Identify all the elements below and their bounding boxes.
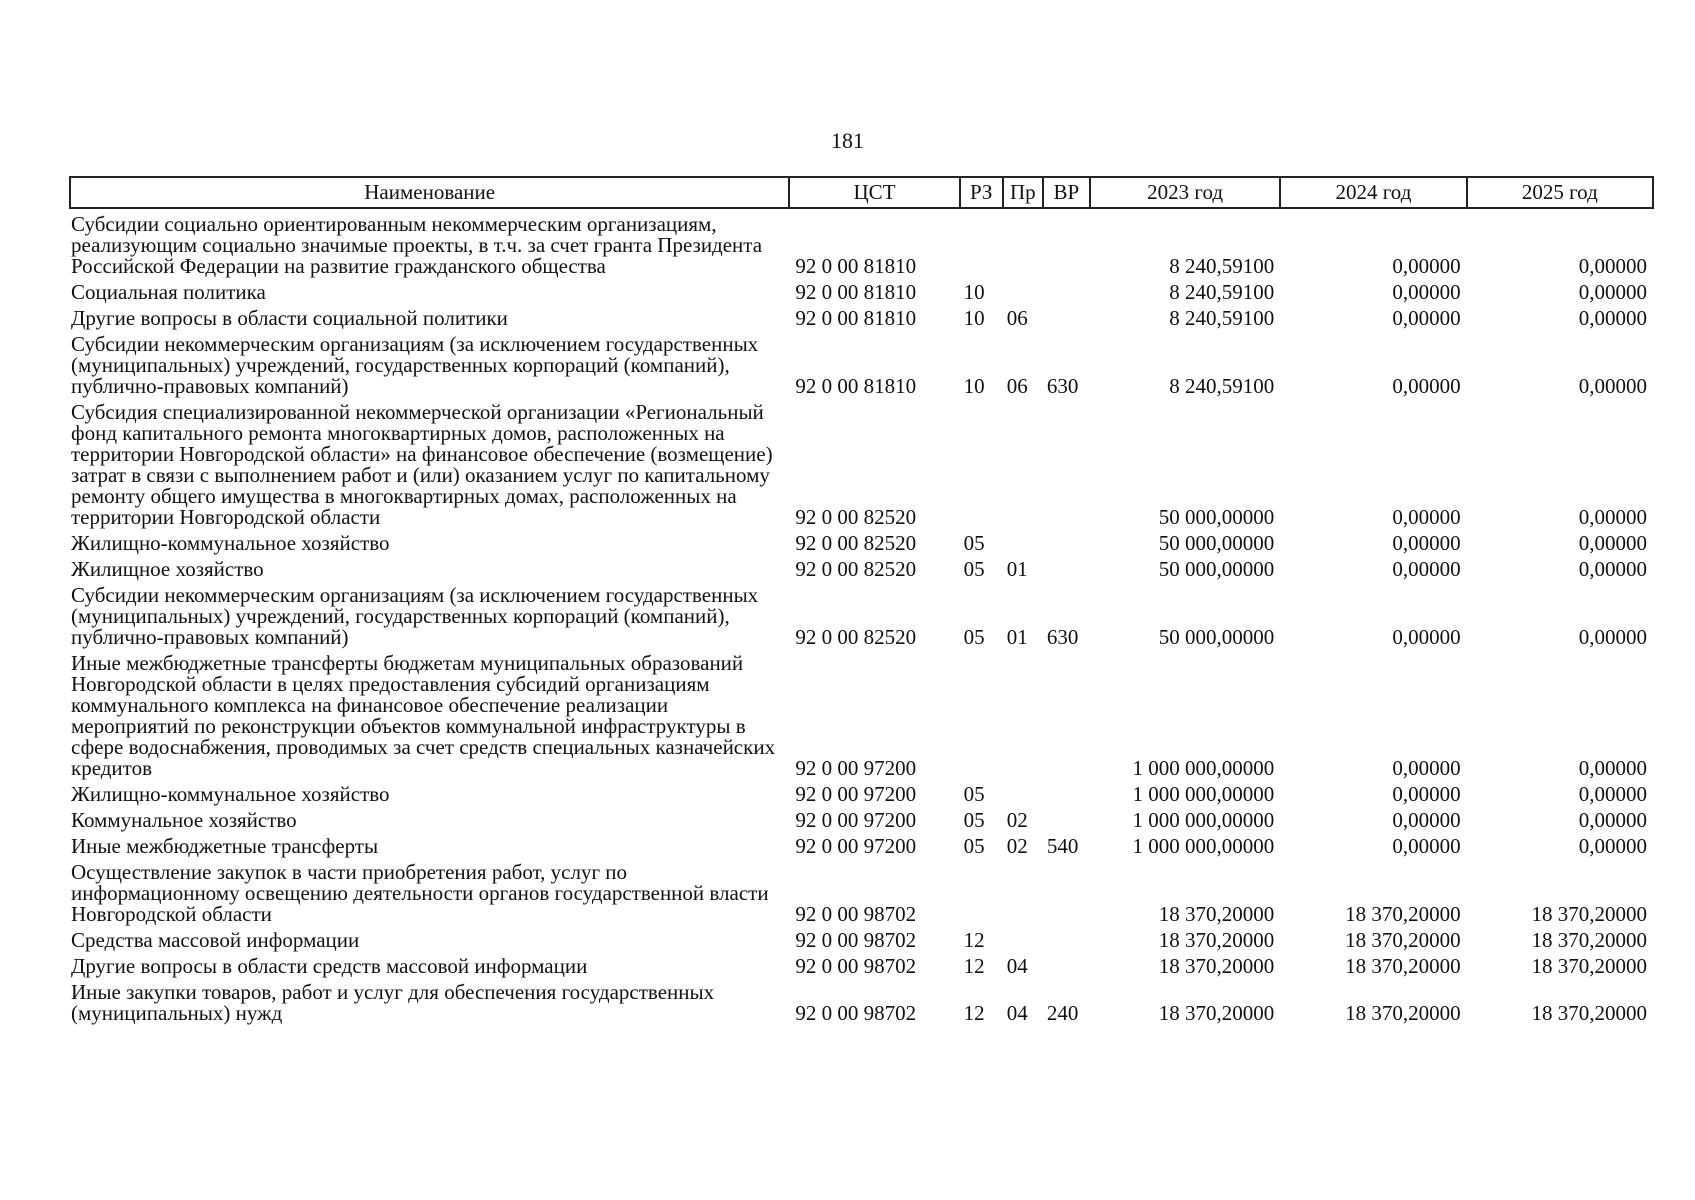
row-pr: 02 <box>1006 808 1028 832</box>
row-2024: 18 370,20000 <box>1345 902 1461 926</box>
row-cst: 92 0 00 82520 <box>795 531 917 555</box>
row-rz: 12 <box>963 1001 985 1025</box>
row-pr <box>1003 528 1043 554</box>
row-vr: 240 <box>1046 1001 1079 1025</box>
table-header <box>70 177 1653 208</box>
row-pr: 01 <box>1006 625 1028 649</box>
row-2024: 0,00000 <box>1392 505 1461 529</box>
row-2025: 18 370,20000 <box>1531 928 1647 952</box>
row-name: Осуществление закупок в части приобретения работ, услуг по информационному освещению деятельности органов государственной власти Новгородской области <box>71 860 769 926</box>
row-name: Иные межбюджетные трансферты бюджетам муниципальных образований Новгородской области в целях предоставления субсидий организациям коммунального комплекса на финансовое обеспечение реализации мероприятий по реконструкции объектов коммунальной инфраструктуры в сфере водоснабжения, проводимых за счет средств специальных казначейских кредитов <box>71 651 776 780</box>
row-name: Субсидии социально ориентированным некоммерческим организациям, реализующим социально значимые проекты, в т.ч. за счет гранта Президента Российской Федерации на развитие гражданского общества <box>71 212 763 278</box>
header-vr: ВР <box>1043 177 1090 208</box>
row-cst: 92 0 00 98702 <box>795 954 917 978</box>
row-pr <box>1003 857 1043 925</box>
row-vr <box>1043 303 1090 329</box>
row-name: Другие вопросы в области социальной политики <box>71 306 508 330</box>
row-rz: 10 <box>963 374 985 398</box>
row-cst: 92 0 00 82520 <box>795 505 917 529</box>
row-2024: 0,00000 <box>1392 306 1461 330</box>
row-2024: 0,00000 <box>1392 280 1461 304</box>
header-2025: 2025 год <box>1467 177 1653 208</box>
row-rz <box>960 648 1003 779</box>
header-name: Наименование <box>70 177 789 208</box>
row-2024: 0,00000 <box>1392 782 1461 806</box>
row-rz: 10 <box>963 280 985 304</box>
row-2023: 50 000,00000 <box>1158 505 1275 529</box>
row-2025: 0,00000 <box>1578 531 1647 555</box>
row-cst: 92 0 00 81810 <box>795 254 917 278</box>
header-cst: ЦСТ <box>789 177 959 208</box>
row-2025: 0,00000 <box>1578 808 1647 832</box>
row-2023: 50 000,00000 <box>1158 625 1275 649</box>
row-2023: 18 370,20000 <box>1158 954 1275 978</box>
table-row <box>70 951 1653 977</box>
table-row <box>70 329 1653 397</box>
row-name: Средства массовой информации <box>71 928 360 952</box>
row-2025: 0,00000 <box>1578 756 1647 780</box>
row-cst: 92 0 00 97200 <box>795 808 917 832</box>
row-2025: 0,00000 <box>1578 782 1647 806</box>
row-name: Субсидия специализированной некоммерческой организации «Региональный фонд капитального ремонта многоквартирных домов, расположенных на территории Новгородской области» на финансовое обеспечение (возмещение) затрат в связи с выполнением работ и (или) оказанием услуг по капитальному ремонту общего имущества в многоквартирных домах, расположенных на территории Новгородской области <box>71 400 773 529</box>
row-2025: 0,00000 <box>1578 834 1647 858</box>
row-cst: 92 0 00 81810 <box>795 306 917 330</box>
row-pr: 02 <box>1006 834 1028 858</box>
row-cst: 92 0 00 82520 <box>795 557 917 581</box>
row-name: Коммунальное хозяйство <box>71 808 297 832</box>
row-vr <box>1043 779 1090 805</box>
row-rz: 05 <box>963 625 985 649</box>
row-vr <box>1043 397 1090 528</box>
table-row <box>70 648 1653 779</box>
row-name: Другие вопросы в области средств массовой информации <box>71 954 588 978</box>
row-2023: 50 000,00000 <box>1158 531 1275 555</box>
row-cst: 92 0 00 81810 <box>795 280 917 304</box>
row-2024: 0,00000 <box>1392 808 1461 832</box>
row-pr <box>1003 277 1043 303</box>
row-vr <box>1043 277 1090 303</box>
row-rz: 10 <box>963 306 985 330</box>
row-2025: 0,00000 <box>1578 505 1647 529</box>
row-2024: 0,00000 <box>1392 756 1461 780</box>
table-row <box>70 554 1653 580</box>
row-2024: 0,00000 <box>1392 834 1461 858</box>
row-cst: 92 0 00 98702 <box>795 928 917 952</box>
row-2024: 0,00000 <box>1392 254 1461 278</box>
row-2023: 18 370,20000 <box>1158 1001 1275 1025</box>
page-number: 181 <box>831 128 864 153</box>
budget-table <box>69 176 1654 1024</box>
header-2023: 2023 год <box>1090 177 1280 208</box>
row-2025: 0,00000 <box>1578 557 1647 581</box>
row-name: Иные закупки товаров, работ и услуг для обеспечения государственных (муниципальных) нужд <box>71 980 715 1025</box>
row-2024: 18 370,20000 <box>1345 928 1461 952</box>
row-cst: 92 0 00 97200 <box>795 782 917 806</box>
row-2023: 1 000 000,00000 <box>1132 808 1275 832</box>
row-2024: 0,00000 <box>1392 625 1461 649</box>
row-2023: 50 000,00000 <box>1158 557 1275 581</box>
row-vr: 630 <box>1046 374 1079 398</box>
header-pr: Пр <box>1003 177 1043 208</box>
row-2023: 8 240,59100 <box>1169 254 1275 278</box>
row-2025: 0,00000 <box>1578 625 1647 649</box>
row-vr <box>1043 648 1090 779</box>
row-2024: 0,00000 <box>1392 374 1461 398</box>
row-rz: 12 <box>963 954 985 978</box>
row-2023: 1 000 000,00000 <box>1132 756 1275 780</box>
row-2025: 0,00000 <box>1578 280 1647 304</box>
row-cst: 92 0 00 82520 <box>795 625 917 649</box>
row-2023: 1 000 000,00000 <box>1132 834 1275 858</box>
row-rz <box>960 208 1003 277</box>
row-vr: 630 <box>1046 625 1079 649</box>
table-row <box>70 580 1653 648</box>
row-pr: 01 <box>1006 557 1028 581</box>
row-rz: 12 <box>963 928 985 952</box>
row-vr <box>1043 925 1090 951</box>
row-2025: 0,00000 <box>1578 374 1647 398</box>
row-rz: 05 <box>963 782 985 806</box>
row-cst: 92 0 00 97200 <box>795 756 917 780</box>
row-name: Субсидии некоммерческим организациям (за исключением государственных (муниципальных) учреждений, государственных корпораций (компаний), публично-правовых компаний) <box>71 332 759 398</box>
row-2023: 8 240,59100 <box>1169 306 1275 330</box>
row-vr <box>1043 805 1090 831</box>
row-2023: 8 240,59100 <box>1169 280 1275 304</box>
row-2024: 18 370,20000 <box>1345 1001 1461 1025</box>
row-pr <box>1003 208 1043 277</box>
table-body <box>70 208 1653 1024</box>
row-2024: 0,00000 <box>1392 557 1461 581</box>
row-cst: 92 0 00 98702 <box>795 902 917 926</box>
row-2023: 18 370,20000 <box>1158 902 1275 926</box>
header-rz: РЗ <box>960 177 1003 208</box>
row-pr <box>1003 397 1043 528</box>
table-row <box>70 977 1653 1024</box>
table-row <box>70 303 1653 329</box>
row-2025: 0,00000 <box>1578 254 1647 278</box>
row-rz: 05 <box>963 834 985 858</box>
row-pr: 04 <box>1006 1001 1028 1025</box>
row-rz: 05 <box>963 808 985 832</box>
table-row <box>70 208 1653 277</box>
row-vr: 540 <box>1046 834 1079 858</box>
row-rz: 05 <box>963 557 985 581</box>
row-name: Социальная политика <box>71 280 266 304</box>
row-name: Иные межбюджетные трансферты <box>71 834 379 858</box>
row-pr: 04 <box>1006 954 1028 978</box>
table-row <box>70 397 1653 528</box>
row-2024: 0,00000 <box>1392 531 1461 555</box>
row-2023: 1 000 000,00000 <box>1132 782 1275 806</box>
row-pr: 06 <box>1006 374 1028 398</box>
row-pr: 06 <box>1006 306 1028 330</box>
table-row <box>70 831 1653 857</box>
table-row <box>70 277 1653 303</box>
row-pr <box>1003 648 1043 779</box>
row-rz: 05 <box>963 531 985 555</box>
table-row <box>70 857 1653 925</box>
row-2025: 18 370,20000 <box>1531 902 1647 926</box>
row-rz <box>960 397 1003 528</box>
table-row <box>70 925 1653 951</box>
row-name: Жилищное хозяйство <box>71 557 264 581</box>
row-vr <box>1043 528 1090 554</box>
table-row <box>70 528 1653 554</box>
row-vr <box>1043 208 1090 277</box>
row-vr <box>1043 951 1090 977</box>
row-vr <box>1043 857 1090 925</box>
table-row <box>70 779 1653 805</box>
row-pr <box>1003 925 1043 951</box>
row-pr <box>1003 779 1043 805</box>
row-2025: 18 370,20000 <box>1531 954 1647 978</box>
row-vr <box>1043 554 1090 580</box>
row-2025: 0,00000 <box>1578 306 1647 330</box>
row-rz <box>960 857 1003 925</box>
row-name: Жилищно-коммунальное хозяйство <box>71 531 390 555</box>
row-cst: 92 0 00 81810 <box>795 374 917 398</box>
row-2023: 8 240,59100 <box>1169 374 1275 398</box>
row-2025: 18 370,20000 <box>1531 1001 1647 1025</box>
table-row <box>70 805 1653 831</box>
row-2024: 18 370,20000 <box>1345 954 1461 978</box>
row-cst: 92 0 00 98702 <box>795 1001 917 1025</box>
row-cst: 92 0 00 97200 <box>795 834 917 858</box>
header-2024: 2024 год <box>1280 177 1466 208</box>
row-name: Жилищно-коммунальное хозяйство <box>71 782 390 806</box>
row-2023: 18 370,20000 <box>1158 928 1275 952</box>
row-name: Субсидии некоммерческим организациям (за исключением государственных (муниципальных) учреждений, государственных корпораций (компаний), публично-правовых компаний) <box>71 583 759 649</box>
